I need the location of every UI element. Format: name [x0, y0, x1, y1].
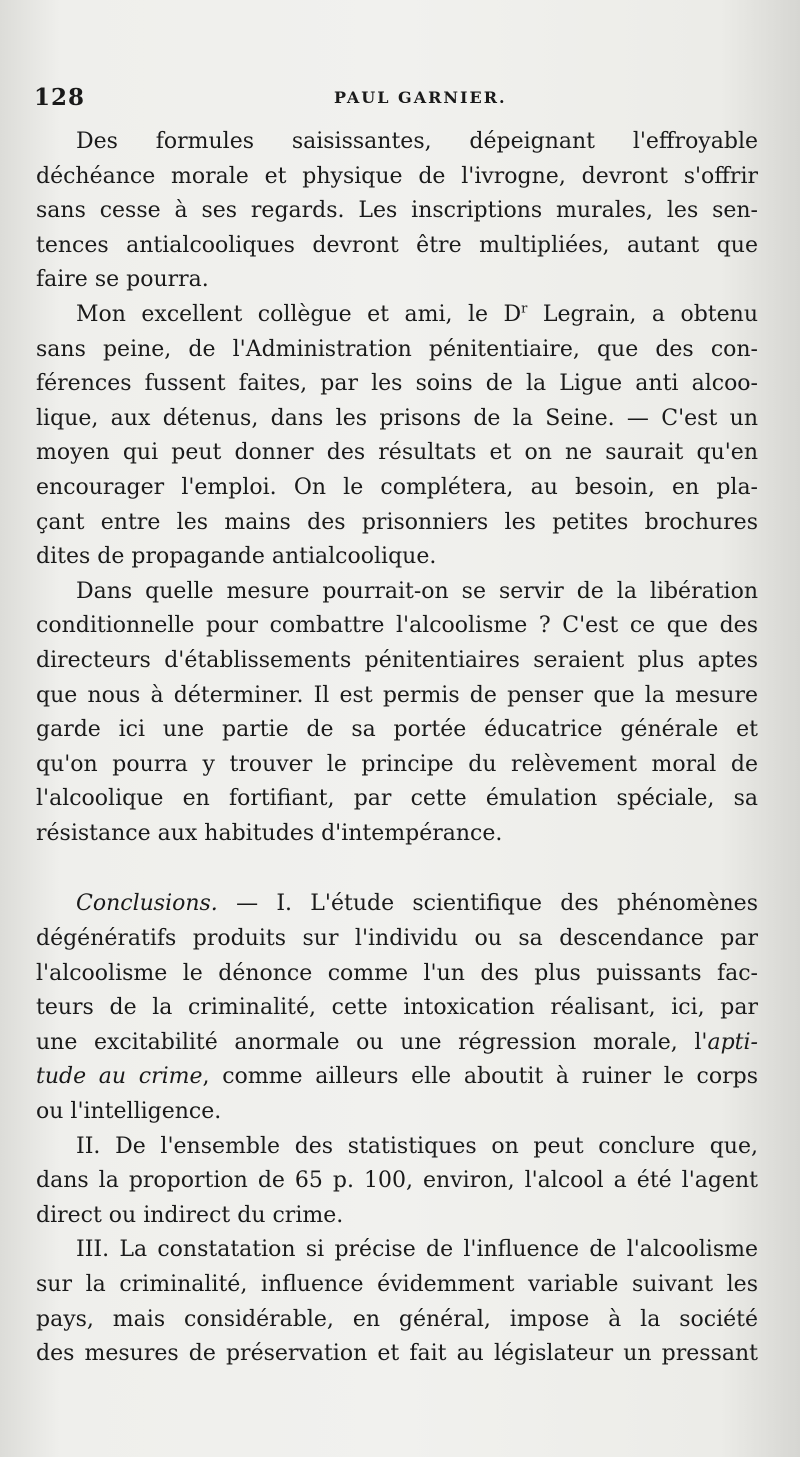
text-segment: Legrain, a obtenu	[527, 301, 758, 327]
text-line: çant entre les mains des prisonniers les petites brochures	[36, 509, 758, 535]
text-line: déchéance morale et physique de l'ivrogne, devront s'offrir	[36, 163, 758, 189]
text-segment: ,	[202, 1064, 223, 1090]
running-head: PAUL GARNIER.	[334, 88, 507, 107]
text-line: garde ici une partie de sa portée éducatrice générale et	[36, 717, 758, 743]
text-line: qu'on pourra y trouver le principe du relèvement moral de	[36, 751, 758, 777]
text-line: que nous à déterminer. Il est permis de penser que la mesure	[36, 682, 758, 708]
text-segment: comme ailleurs elle aboutit à ruiner le corps	[222, 1064, 758, 1090]
text-line-with-italic	[36, 1026, 758, 1061]
text-line: l'alcoolique en fortifiant, par cette émulation spéciale, sa	[36, 786, 758, 812]
text-line: lique, aux détenus, dans les prisons de la Seine. — C'est un	[36, 405, 758, 431]
text-line: sans cesse à ses regards. Les inscriptions murales, les sen-	[36, 198, 758, 224]
section-gap	[36, 851, 758, 887]
text-line: Dans quelle mesure pourrait-on se servir de la libération	[76, 578, 758, 604]
text-line: moyen qui peut donner des résultats et on ne saurait qu'en	[36, 440, 758, 466]
page-header	[34, 84, 734, 114]
text-line: pays, mais considérable, en général, impose à la société	[36, 1306, 758, 1332]
text-line: encourager l'emploi. On le complétera, au besoin, en pla-	[36, 474, 758, 500]
text-line: III. La constatation si précise de l'influence de l'alcoolisme	[76, 1237, 758, 1263]
text-segment: — I. L'étude scientifique des phénomènes	[217, 891, 758, 917]
text-line: sans peine, de l'Administration pénitentiaire, que des con-	[36, 336, 758, 362]
text-line: l'alcoolisme le dénonce comme l'un des plus puissants fac-	[36, 960, 758, 986]
conclusions-heading-line	[36, 887, 758, 922]
text-line: directeurs d'établissements pénitentiaires seraient plus aptes	[36, 647, 758, 673]
text-line: dites de propagande antialcoolique.	[36, 544, 437, 570]
superscript: r	[521, 301, 528, 317]
page-number: 128	[34, 84, 86, 111]
italic-segment: tude au crime	[36, 1064, 203, 1090]
text-line: dans la proportion de 65 p. 100, environ, l'alcool a été l'agent	[36, 1168, 758, 1194]
text-line: faire se pourra.	[36, 267, 209, 293]
text-line-with-superscript	[36, 298, 758, 333]
text-line: dégénératifs produits sur l'individu ou sa descendance par	[36, 926, 758, 952]
text-line: teurs de la criminalité, cette intoxication réalisant, ici, par	[36, 995, 758, 1021]
text-line: des mesures de préservation et fait au législateur un pressant	[36, 1341, 758, 1367]
italic-segment: apti-	[707, 1029, 758, 1055]
text-line: tences antialcooliques devront être multipliées, autant que	[36, 232, 758, 258]
body-text	[36, 125, 758, 1372]
conclusions-heading: Conclusions.	[76, 891, 218, 917]
text-line: férences fussent faites, par les soins de la Ligue anti alcoo-	[36, 371, 758, 397]
text-line: II. De l'ensemble des statistiques on peut conclure que,	[76, 1133, 758, 1159]
text-line: direct ou indirect du crime.	[36, 1202, 344, 1228]
text-line: ou l'intelligence.	[36, 1099, 222, 1125]
text-line: Des formules saisissantes, dépeignant l'effroyable	[76, 129, 758, 154]
text-line-with-italic	[36, 1060, 758, 1095]
text-segment: Mon excellent collègue et ami, le D	[76, 301, 522, 327]
text-line: sur la criminalité, influence évidemment variable suivant les	[36, 1272, 758, 1297]
text-line: résistance aux habitudes d'intempérance.	[36, 820, 503, 846]
text-segment: une excitabilité anormale ou une régression morale, l'	[36, 1029, 708, 1055]
text-line: conditionnelle pour combattre l'alcoolisme ? C'est ce que des	[36, 613, 758, 639]
